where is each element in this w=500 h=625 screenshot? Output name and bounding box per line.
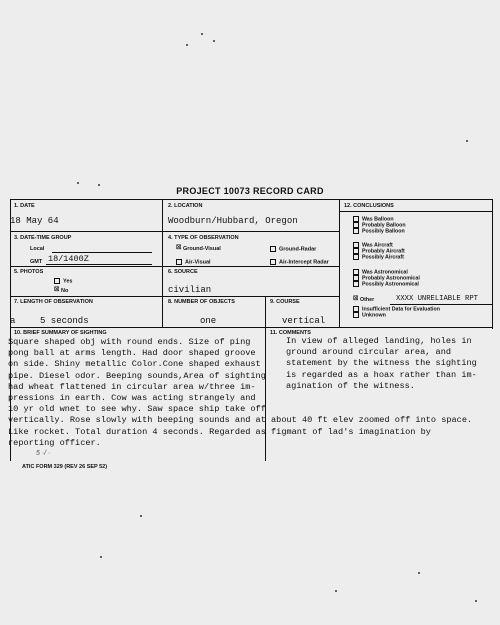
conclusion-other: ☒ Other bbox=[353, 296, 375, 303]
frame-top bbox=[10, 199, 493, 200]
other-line bbox=[390, 304, 492, 305]
checkbox-icon bbox=[353, 228, 359, 234]
checked-box-icon: ☒ bbox=[176, 245, 182, 252]
checked-box-icon: ☒ bbox=[54, 287, 60, 294]
gmt-line bbox=[46, 264, 152, 265]
summary-line: vertically. Rose slowly with beeping sounds and at about 40 ft elev zoomed off into space. bbox=[8, 415, 473, 426]
course-label: 9. COURSE bbox=[270, 299, 300, 305]
row-line bbox=[10, 296, 340, 297]
course-divider bbox=[265, 297, 266, 328]
objects-value: one bbox=[200, 316, 217, 326]
checked-box-icon: ☒ bbox=[353, 296, 359, 303]
course-value: vertical bbox=[282, 316, 326, 326]
scan-speck bbox=[335, 590, 337, 592]
photos-no: ☒ No bbox=[54, 287, 69, 294]
length-value: 5 seconds bbox=[40, 316, 89, 326]
gmt-value: 18/1400Z bbox=[48, 254, 89, 264]
scan-speck bbox=[201, 33, 203, 35]
checkbox-icon bbox=[353, 254, 359, 260]
comments-text bbox=[286, 336, 477, 392]
frame-right bbox=[492, 199, 493, 329]
record-card bbox=[10, 199, 493, 461]
handwritten-mark: 5 ·/ · bbox=[36, 450, 51, 457]
obs-air-visual: Air-Visual bbox=[176, 259, 211, 265]
conclusions-label: 12. CONCLUSIONS bbox=[344, 203, 394, 209]
obs-type-label: 4. TYPE OF OBSERVATION bbox=[168, 235, 239, 241]
obs-ground-visual: ☒ Ground-Visual bbox=[176, 245, 221, 252]
date-label: 1. DATE bbox=[14, 203, 35, 209]
comments-line: In view of alleged landing, holes in bbox=[286, 336, 472, 346]
checkbox-icon bbox=[54, 278, 60, 284]
conclusion-possibly-aircraft: Possibly Aircraft bbox=[353, 254, 404, 260]
conclusion-was-astronomical: Was Astronomical bbox=[353, 269, 408, 275]
summary-line: pong ball at arms length. Had door shaped groove bbox=[8, 348, 256, 359]
obs-air-intercept-radar: Air-Intercept Radar bbox=[270, 259, 329, 265]
summary-line: on side. Shiny metallic Color.Cone shaped exhaust bbox=[8, 359, 261, 370]
summary-line: reporting officer. bbox=[8, 437, 101, 448]
conclusion-probably-balloon: Probably Balloon bbox=[353, 222, 406, 228]
location-label: 2. LOCATION bbox=[168, 203, 203, 209]
card-title: PROJECT 10073 RECORD CARD bbox=[176, 186, 324, 196]
conclusion-possibly-balloon: Possibly Balloon bbox=[353, 228, 405, 234]
checkbox-icon bbox=[353, 312, 359, 318]
source-label: 6. SOURCE bbox=[168, 269, 198, 275]
objects-label: 8. NUMBER OF OBJECTS bbox=[168, 299, 235, 305]
checkbox-icon bbox=[176, 259, 182, 265]
row-line bbox=[10, 231, 340, 232]
obs-ground-radar: Ground-Radar bbox=[270, 246, 316, 252]
gmt-label: GMT bbox=[30, 259, 43, 265]
summary-label: 10. BRIEF SUMMARY OF SIGHTING bbox=[14, 330, 107, 336]
scan-speck bbox=[100, 556, 102, 558]
conclusion-was-balloon: Was Balloon bbox=[353, 216, 394, 222]
dtg-label: 3. DATE-TIME GROUP bbox=[14, 235, 72, 241]
row-line bbox=[10, 266, 340, 267]
comments-line: is regarded as a hoax rather than im- bbox=[286, 369, 477, 380]
checkbox-icon bbox=[270, 246, 276, 252]
scan-speck bbox=[418, 572, 420, 574]
scan-speck bbox=[186, 44, 188, 46]
photos-yes: Yes bbox=[54, 278, 72, 284]
form-number: ATIC FORM 329 (REV 26 SEP 52) bbox=[22, 464, 108, 470]
conclusion-was-aircraft: Was Aircraft bbox=[353, 242, 393, 248]
conclusion-insufficient-data: Insufficient Data for Evaluation bbox=[353, 306, 440, 312]
conclusions-header-line bbox=[339, 211, 493, 212]
summary-line: pipe. Diesel odor. Beeping sounds,Area of sighting bbox=[8, 370, 266, 381]
scan-speck bbox=[466, 140, 468, 142]
comments-label: 11. COMMENTS bbox=[270, 330, 311, 336]
scan-speck bbox=[213, 40, 215, 42]
row-line bbox=[10, 327, 493, 328]
summary-line: Like rocket. Total duration 4 seconds. Regarded as figmant of lad's imagination by bbox=[8, 426, 431, 437]
conclusion-probably-astronomical: Probably Astronomical bbox=[353, 275, 420, 281]
comments-line: agination of the witness. bbox=[286, 380, 415, 391]
conclusion-possibly-astronomical: Possibly Astronomical bbox=[353, 281, 419, 287]
summary-line: had wheat flattened in circular area w/three im- bbox=[8, 381, 256, 392]
summary-line: Square shaped obj with round ends. Size of ping bbox=[8, 337, 251, 347]
checkbox-icon bbox=[270, 259, 276, 265]
source-value: civilian bbox=[168, 285, 212, 295]
local-label: Local bbox=[30, 246, 45, 252]
comments-line: ground around circular area, and bbox=[286, 347, 452, 358]
conclusions-divider bbox=[339, 199, 340, 327]
location-value: Woodburn/Hubbard, Oregon bbox=[168, 216, 298, 226]
scan-speck bbox=[140, 515, 142, 517]
summary-line: pressions in earth. Cow was acting strangely and bbox=[8, 393, 256, 404]
conclusion-probably-aircraft: Probably Aircraft bbox=[353, 248, 405, 254]
column-divider bbox=[162, 199, 163, 327]
length-tick: a bbox=[10, 316, 16, 326]
scan-speck bbox=[475, 600, 477, 602]
photos-label: 5. PHOTOS bbox=[14, 269, 44, 275]
date-value: 18 May 64 bbox=[10, 216, 59, 226]
local-line bbox=[52, 252, 152, 253]
conclusion-other-value: XXXX UNRELIABLE RPT bbox=[396, 295, 478, 303]
conclusion-unknown: Unknown bbox=[353, 312, 386, 318]
scan-speck bbox=[77, 182, 79, 184]
checkbox-icon bbox=[353, 281, 359, 287]
summary-line: 10 yr old wnet to see why. Saw space ship take off bbox=[8, 404, 266, 415]
comments-line: statement by the witness the sighting bbox=[286, 358, 477, 369]
length-label: 7. LENGTH OF OBSERVATION bbox=[14, 299, 93, 305]
